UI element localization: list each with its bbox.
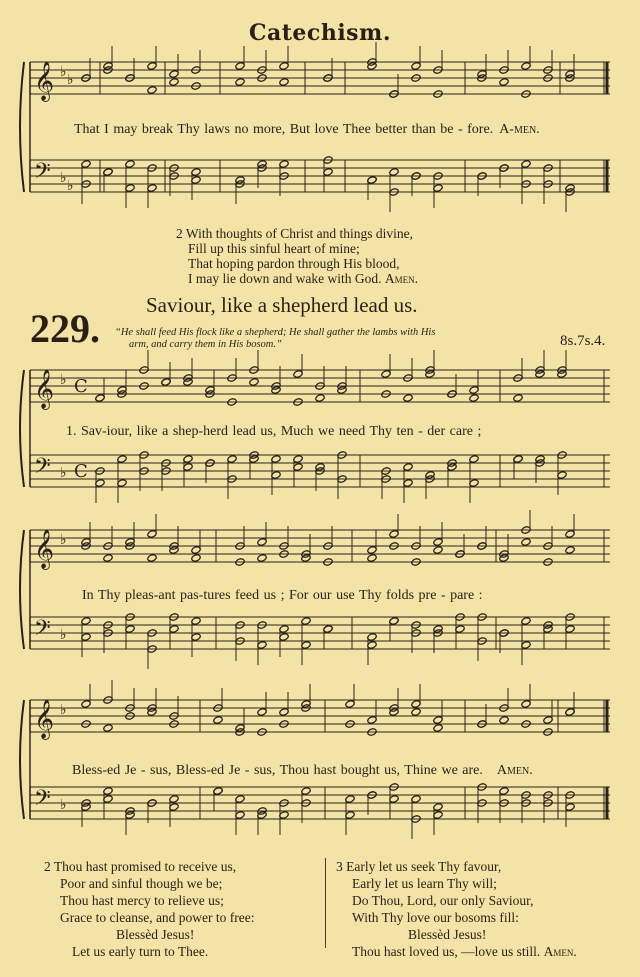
flat-sign: ♭ [60, 532, 67, 548]
treble-clef: 𝄞 [34, 369, 55, 409]
lyric-system-3-text: Bless-ed Je - sus, Bless-ed Je - sus, Thou hast bought us, Thine we are. [72, 763, 483, 778]
note-head [147, 86, 157, 95]
note-head [433, 724, 443, 733]
common-time: C [74, 376, 88, 397]
flat-sign: ♭ [67, 72, 74, 88]
prev-stanza-line-text: I may lie down and wake with God. [188, 271, 382, 286]
verse-3-line: Blessèd Jesus! [408, 927, 487, 942]
verse-3-line: With Thy love our bosoms fill: [352, 910, 519, 925]
hymn-title: Saviour, like a shepherd lead us. [146, 293, 418, 317]
note-head [191, 554, 201, 563]
prev-hymn-amen: A-men. [499, 122, 540, 137]
verse-2-line: 2 Thou hast promised to receive us, [44, 859, 237, 874]
system-brace [20, 62, 24, 192]
hymn-number: 229. [30, 306, 100, 351]
verse-3-line-last [336, 943, 577, 960]
scripture-line: arm, and carry them in His bosom.” [129, 339, 282, 350]
note-head [433, 546, 443, 555]
note-head [469, 394, 479, 403]
verse-3 [336, 858, 577, 960]
note-head [425, 370, 435, 379]
verse-3-line-text: Thou hast loved us, —love us still. [352, 944, 541, 959]
lyric-system-1: 1. Sav-iour, like a shep-herd lead us, Much we need Thy ten - der care ; [66, 424, 482, 439]
note-head [257, 554, 267, 563]
scripture-line: “He shall feed His flock like a shepherd; He shall gather the lambs with His [115, 327, 436, 338]
flat-sign: ♭ [60, 797, 67, 813]
page-header-title: Catechism. [249, 20, 391, 46]
verse-3-amen: Amen. [543, 944, 577, 959]
note-head [499, 716, 509, 725]
verse-2-line: Blessèd Jesus! [116, 927, 195, 942]
treble-clef: 𝄞 [34, 699, 55, 739]
flat-sign: ♭ [67, 178, 74, 194]
treble-clef: 𝄞 [34, 529, 55, 569]
note-head [183, 378, 193, 387]
hymn-meter: 8s.7s.4. [560, 333, 606, 349]
note-head [367, 554, 377, 563]
verse-3-line: Early let us learn Thy will; [352, 876, 497, 891]
prev-stanza-amen: Amen. [384, 271, 418, 286]
common-time: C [74, 461, 88, 482]
verse-3-line: 3 Early let us seek Thy favour, [336, 859, 502, 874]
note-head [213, 716, 223, 725]
note-head [103, 554, 113, 563]
lyric-system-3-amen: Amen. [496, 763, 533, 778]
lyric-system-2: In Thy pleas-ant pas-tures feed us ; For our use Thy folds pre - pare : [82, 588, 483, 603]
note-head [301, 554, 311, 563]
note-head [279, 78, 289, 87]
note-head [521, 538, 531, 547]
prev-stanza-line: 2 With thoughts of Christ and things divine, [176, 226, 413, 241]
note-head [499, 78, 509, 87]
verse-3-line: Do Thou, Lord, our only Saviour, [352, 893, 534, 908]
verse-2-line: Poor and sinful though we be; [60, 876, 223, 891]
flat-sign: ♭ [60, 702, 67, 718]
hymn-scripture [115, 327, 545, 351]
verse-2-line: Let us early turn to Thee. [72, 944, 209, 959]
prev-hymn-lyric-line [74, 122, 540, 138]
flat-sign: ♭ [60, 465, 67, 481]
note-head [235, 78, 245, 87]
note-head [315, 394, 325, 403]
bass-clef: 𝄢 [34, 454, 51, 484]
note-head [389, 708, 399, 717]
note-head [565, 546, 575, 555]
note-head [411, 708, 421, 717]
note-head [249, 378, 259, 387]
note-head [169, 78, 179, 87]
flat-sign: ♭ [60, 64, 67, 80]
lyric-system-3 [72, 763, 533, 779]
treble-clef: 𝄞 [34, 61, 55, 101]
prev-stanza-line: That hoping pardon through His blood, [188, 256, 400, 271]
flat-sign: ♭ [60, 170, 67, 186]
flat-sign: ♭ [60, 627, 67, 643]
system-brace [20, 530, 24, 649]
prev-hymn-lyric-text: That I may break Thy laws no more, But love Thee better than be - fore. [74, 122, 494, 137]
flat-sign: ♭ [60, 372, 67, 388]
bass-clef: 𝄢 [34, 616, 51, 646]
verse-divider [325, 858, 326, 948]
note-head [103, 724, 113, 733]
verse-2-line: Thou hast mercy to relieve us; [60, 893, 224, 908]
prev-hymn-stanza [176, 226, 418, 286]
system-brace [20, 370, 24, 487]
verse-2-line: Grace to cleanse, and power to free: [60, 910, 255, 925]
system-brace [20, 700, 24, 819]
bass-clef: 𝄢 [34, 159, 51, 189]
prev-stanza-line: Fill up this sinful heart of mine; [188, 241, 360, 256]
note-head [403, 394, 413, 403]
note-head [513, 394, 523, 403]
note-head [147, 554, 157, 563]
prev-stanza-line-last [176, 271, 418, 286]
bass-clef: 𝄢 [34, 786, 51, 816]
verse-2 [44, 858, 255, 960]
